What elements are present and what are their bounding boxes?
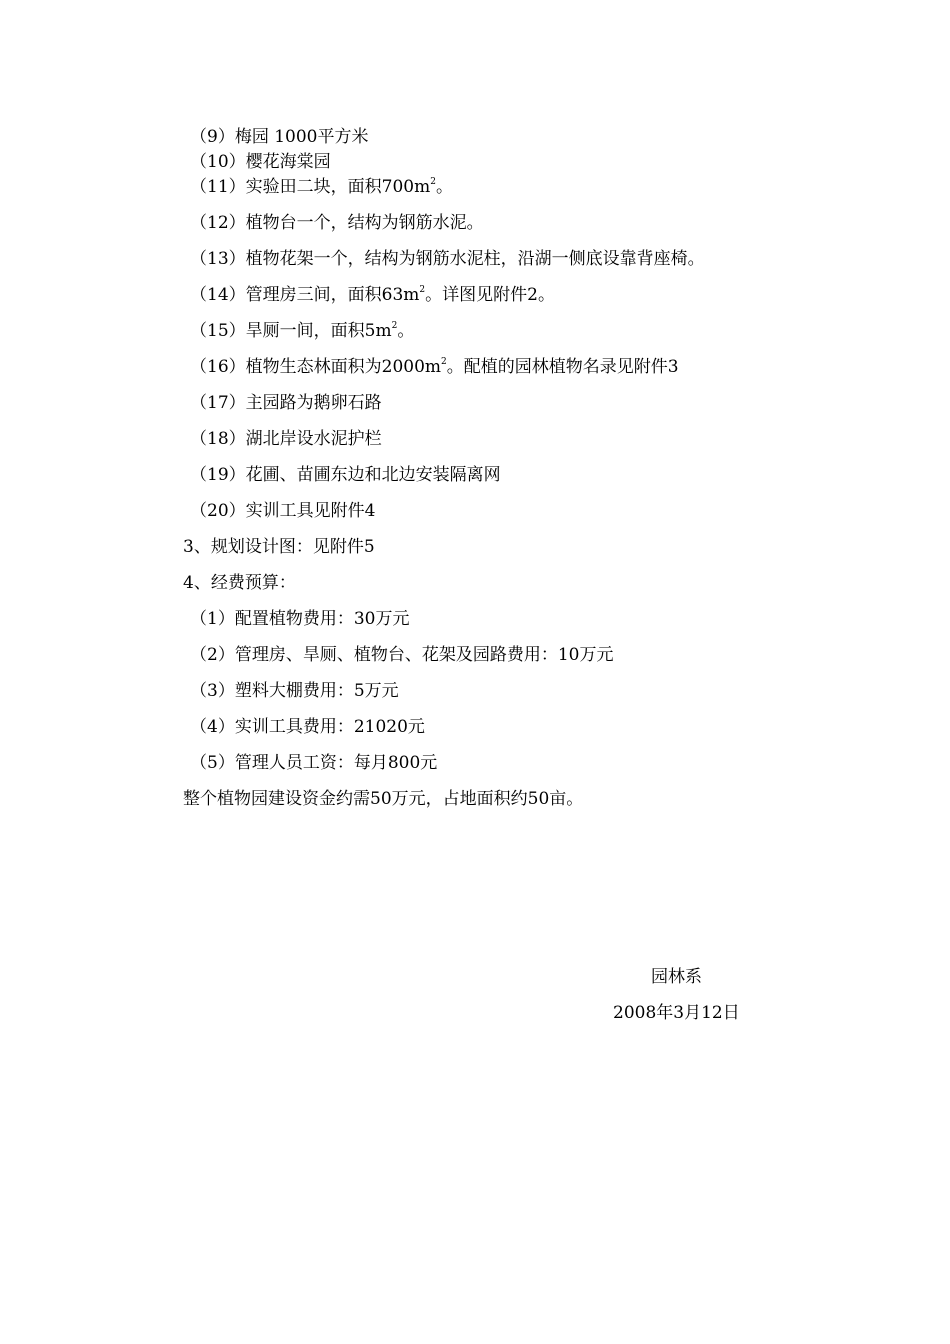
signature-department: 园林系	[651, 967, 702, 987]
item-9: （9）梅园 1000平方米	[190, 127, 369, 147]
signature-date: 2008年3月12日	[613, 1003, 740, 1023]
summary-text: 整个植物园建设资金约需50万元，占地面积约50亩。	[183, 789, 584, 809]
item-19: （19）花圃、苗圃东边和北边安装隔离网	[190, 465, 501, 485]
item-13: （13）植物花架一个，结构为钢筋水泥柱，沿湖一侧底设靠背座椅。	[190, 249, 705, 269]
item-15: （15）旱厕一间，面积$5m^2$。	[190, 321, 415, 341]
section-4-heading: 4、经费预算：	[183, 573, 296, 593]
item-16: （16）植物生态林面积为$2000m^2$。配植的园林植物名录见附件3	[190, 357, 679, 377]
item-20: （20）实训工具见附件4	[190, 501, 376, 521]
item-17: （17）主园路为鹅卵石路	[190, 393, 382, 413]
budget-item-4: （4）实训工具费用：21020元	[190, 717, 425, 737]
item-12: （12）植物台一个，结构为钢筋水泥。	[190, 213, 484, 233]
item-11: （11）实验田二块，面积$700m^2$。	[190, 177, 453, 197]
budget-item-5: （5）管理人员工资：每月800元	[190, 753, 438, 773]
budget-item-2: （2）管理房、旱厕、植物台、花架及园路费用：10万元	[190, 645, 614, 665]
item-14: （14）管理房三间，面积$63m^2$。详图见附件2。	[190, 285, 555, 305]
item-18: （18）湖北岸设水泥护栏	[190, 429, 382, 449]
item-10: （10）樱花海棠园	[190, 152, 331, 172]
budget-item-3: （3）塑料大棚费用：5万元	[190, 681, 399, 701]
budget-item-1: （1）配置植物费用：30万元	[190, 609, 410, 629]
section-3-heading: 3、规划设计图：见附件5	[183, 537, 375, 557]
